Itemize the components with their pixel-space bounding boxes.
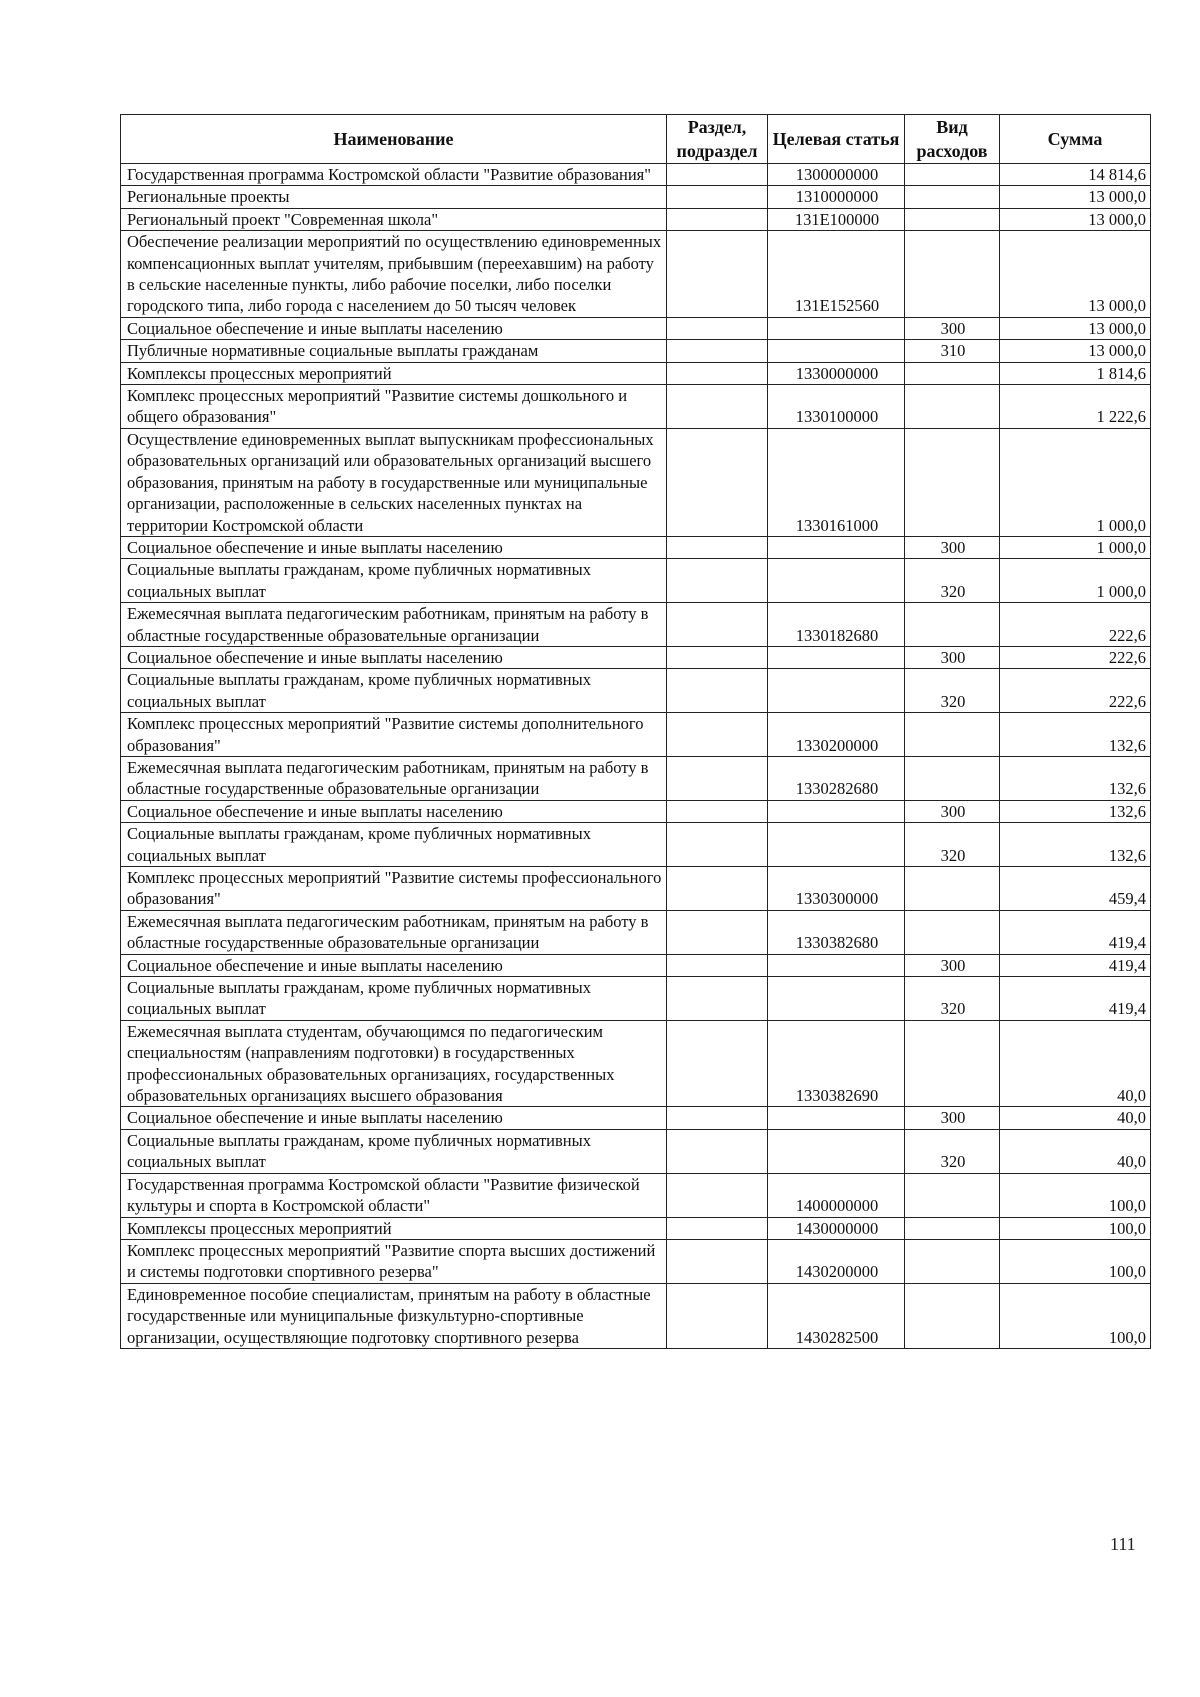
cell-name: Осуществление единовременных выплат выпускникам профессиональных образовательных организаций или образовательных организаций высшего образования, принятым на работу в государственные или муниципальные организации, расположенные в сельских населенных пунктах на территории Костромской области	[121, 428, 667, 536]
table-row	[121, 231, 1151, 318]
cell-name: Социальное обеспечение и иные выплаты населению	[121, 1107, 667, 1129]
table-row	[121, 669, 1151, 713]
cell-section	[667, 800, 768, 822]
cell-sum: 13 000,0	[1000, 208, 1151, 230]
cell-name: Социальные выплаты гражданам, кроме публичных нормативных социальных выплат	[121, 559, 667, 603]
header-row	[121, 115, 1151, 164]
cell-section	[667, 954, 768, 976]
cell-name: Комплекс процессных мероприятий "Развитие системы дошкольного и общего образования"	[121, 385, 667, 429]
cell-kind	[905, 756, 1000, 800]
cell-target	[768, 646, 905, 668]
cell-kind	[905, 385, 1000, 429]
cell-sum: 100,0	[1000, 1217, 1151, 1239]
cell-target: 1330200000	[768, 713, 905, 757]
cell-kind	[905, 1283, 1000, 1348]
cell-name: Ежемесячная выплата педагогическим работникам, принятым на работу в областные государственные образовательные организации	[121, 910, 667, 954]
header-name: Наименование	[121, 115, 667, 164]
cell-section	[667, 1239, 768, 1283]
cell-section	[667, 1129, 768, 1173]
table-row	[121, 713, 1151, 757]
cell-sum: 14 814,6	[1000, 164, 1151, 186]
cell-sum: 1 000,0	[1000, 536, 1151, 558]
cell-sum: 40,0	[1000, 1020, 1151, 1107]
cell-sum: 13 000,0	[1000, 317, 1151, 339]
table-header	[121, 115, 1151, 164]
cell-target	[768, 823, 905, 867]
table-row	[121, 646, 1151, 668]
cell-target: 1330161000	[768, 428, 905, 536]
table-row	[121, 186, 1151, 208]
table-row	[121, 1217, 1151, 1239]
table-row	[121, 954, 1151, 976]
cell-section	[667, 164, 768, 186]
cell-name: Региональные проекты	[121, 186, 667, 208]
cell-target	[768, 669, 905, 713]
cell-sum: 132,6	[1000, 756, 1151, 800]
cell-name: Социальное обеспечение и иные выплаты населению	[121, 536, 667, 558]
budget-table	[120, 114, 1151, 1349]
cell-target: 1400000000	[768, 1173, 905, 1217]
table-row	[121, 1107, 1151, 1129]
cell-section	[667, 362, 768, 384]
cell-name: Комплекс процессных мероприятий "Развитие системы профессионального образования"	[121, 867, 667, 911]
cell-kind	[905, 362, 1000, 384]
cell-sum: 459,4	[1000, 867, 1151, 911]
table-body	[121, 164, 1151, 1349]
table-row	[121, 823, 1151, 867]
cell-sum: 1 814,6	[1000, 362, 1151, 384]
cell-target: 131E152560	[768, 231, 905, 318]
cell-kind: 310	[905, 340, 1000, 362]
cell-kind	[905, 231, 1000, 318]
cell-name: Социальное обеспечение и иные выплаты населению	[121, 646, 667, 668]
cell-target: 1430282500	[768, 1283, 905, 1348]
cell-kind: 320	[905, 1129, 1000, 1173]
cell-kind	[905, 910, 1000, 954]
cell-section	[667, 713, 768, 757]
cell-target: 1330282680	[768, 756, 905, 800]
cell-sum: 100,0	[1000, 1173, 1151, 1217]
table-row	[121, 362, 1151, 384]
cell-section	[667, 385, 768, 429]
cell-sum: 419,4	[1000, 977, 1151, 1021]
cell-name: Государственная программа Костромской области "Развитие физической культуры и спорта в Костромской области"	[121, 1173, 667, 1217]
cell-name: Социальное обеспечение и иные выплаты населению	[121, 954, 667, 976]
table-row	[121, 536, 1151, 558]
cell-section	[667, 1173, 768, 1217]
cell-section	[667, 910, 768, 954]
table-row	[121, 977, 1151, 1021]
cell-kind: 300	[905, 1107, 1000, 1129]
cell-name: Комплексы процессных мероприятий	[121, 1217, 667, 1239]
cell-name: Государственная программа Костромской области "Развитие образования"	[121, 164, 667, 186]
cell-sum: 40,0	[1000, 1129, 1151, 1173]
cell-name: Ежемесячная выплата педагогическим работникам, принятым на работу в областные государственные образовательные организации	[121, 756, 667, 800]
cell-kind	[905, 713, 1000, 757]
table-row	[121, 317, 1151, 339]
cell-name: Публичные нормативные социальные выплаты гражданам	[121, 340, 667, 362]
cell-sum: 419,4	[1000, 910, 1151, 954]
cell-target	[768, 954, 905, 976]
cell-target: 1300000000	[768, 164, 905, 186]
cell-section	[667, 977, 768, 1021]
cell-target	[768, 800, 905, 822]
cell-sum: 132,6	[1000, 713, 1151, 757]
cell-name: Обеспечение реализации мероприятий по осуществлению единовременных компенсационных выплат учителям, прибывшим (переехавшим) на работу в сельские населенные пункты, либо рабочие поселки, либо поселки городского типа, либо города с населением до 50 тысяч человек	[121, 231, 667, 318]
cell-kind: 300	[905, 954, 1000, 976]
table-row	[121, 603, 1151, 647]
cell-target	[768, 317, 905, 339]
table-row	[121, 340, 1151, 362]
cell-section	[667, 231, 768, 318]
cell-section	[667, 867, 768, 911]
cell-section	[667, 317, 768, 339]
cell-kind: 300	[905, 536, 1000, 558]
cell-kind	[905, 186, 1000, 208]
cell-section	[667, 1283, 768, 1348]
cell-sum: 132,6	[1000, 800, 1151, 822]
cell-sum: 40,0	[1000, 1107, 1151, 1129]
cell-target	[768, 340, 905, 362]
table-row	[121, 1283, 1151, 1348]
cell-kind: 320	[905, 977, 1000, 1021]
cell-kind: 320	[905, 559, 1000, 603]
table-row	[121, 385, 1151, 429]
table-row	[121, 559, 1151, 603]
cell-kind: 300	[905, 646, 1000, 668]
cell-target: 131E100000	[768, 208, 905, 230]
cell-section	[667, 428, 768, 536]
cell-target	[768, 1129, 905, 1173]
cell-sum: 1 000,0	[1000, 428, 1151, 536]
budget-page	[120, 114, 1150, 1349]
cell-name: Социальное обеспечение и иные выплаты населению	[121, 317, 667, 339]
cell-kind	[905, 164, 1000, 186]
cell-section	[667, 646, 768, 668]
cell-section	[667, 186, 768, 208]
table-row	[121, 208, 1151, 230]
cell-name: Социальные выплаты гражданам, кроме публичных нормативных социальных выплат	[121, 823, 667, 867]
cell-section	[667, 756, 768, 800]
cell-target: 1430200000	[768, 1239, 905, 1283]
cell-sum: 222,6	[1000, 603, 1151, 647]
cell-kind: 320	[905, 669, 1000, 713]
cell-name: Социальные выплаты гражданам, кроме публичных нормативных социальных выплат	[121, 977, 667, 1021]
cell-kind	[905, 1239, 1000, 1283]
cell-section	[667, 208, 768, 230]
cell-section	[667, 536, 768, 558]
cell-target: 1330300000	[768, 867, 905, 911]
cell-name: Комплексы процессных мероприятий	[121, 362, 667, 384]
page-number: 111	[1110, 1534, 1136, 1554]
cell-target	[768, 977, 905, 1021]
cell-name: Ежемесячная выплата педагогическим работникам, принятым на работу в областные государственные образовательные организации	[121, 603, 667, 647]
header-section: Раздел, подраздел	[667, 115, 768, 164]
cell-target: 1330000000	[768, 362, 905, 384]
header-kind: Вид расходов	[905, 115, 1000, 164]
header-target: Целевая статья	[768, 115, 905, 164]
cell-name: Социальные выплаты гражданам, кроме публичных нормативных социальных выплат	[121, 1129, 667, 1173]
cell-kind	[905, 603, 1000, 647]
cell-kind	[905, 1173, 1000, 1217]
cell-sum: 1 000,0	[1000, 559, 1151, 603]
cell-kind: 320	[905, 823, 1000, 867]
cell-section	[667, 669, 768, 713]
cell-kind	[905, 208, 1000, 230]
cell-sum: 222,6	[1000, 646, 1151, 668]
cell-section	[667, 559, 768, 603]
table-row	[121, 756, 1151, 800]
cell-target	[768, 536, 905, 558]
cell-kind	[905, 1217, 1000, 1239]
cell-target	[768, 559, 905, 603]
cell-section	[667, 1107, 768, 1129]
table-row	[121, 428, 1151, 536]
cell-kind: 300	[905, 317, 1000, 339]
cell-name: Социальные выплаты гражданам, кроме публичных нормативных социальных выплат	[121, 669, 667, 713]
cell-sum: 419,4	[1000, 954, 1151, 976]
cell-section	[667, 823, 768, 867]
cell-name: Комплекс процессных мероприятий "Развитие спорта высших достижений и системы подготовки спортивного резерва"	[121, 1239, 667, 1283]
cell-section	[667, 340, 768, 362]
cell-kind	[905, 428, 1000, 536]
cell-sum: 13 000,0	[1000, 186, 1151, 208]
cell-target: 1330382690	[768, 1020, 905, 1107]
cell-sum: 132,6	[1000, 823, 1151, 867]
cell-target: 1330382680	[768, 910, 905, 954]
cell-kind	[905, 867, 1000, 911]
cell-target: 1430000000	[768, 1217, 905, 1239]
header-sum: Сумма	[1000, 115, 1151, 164]
cell-sum: 13 000,0	[1000, 231, 1151, 318]
cell-section	[667, 603, 768, 647]
cell-name: Региональный проект "Современная школа"	[121, 208, 667, 230]
cell-kind: 300	[905, 800, 1000, 822]
cell-target	[768, 1107, 905, 1129]
table-row	[121, 1129, 1151, 1173]
cell-sum: 100,0	[1000, 1239, 1151, 1283]
table-row	[121, 910, 1151, 954]
cell-name: Социальное обеспечение и иные выплаты населению	[121, 800, 667, 822]
cell-name: Ежемесячная выплата студентам, обучающимся по педагогическим специальностям (направлениям подготовки) в государственных профессиональных образовательных организациях, государственных образовательных организациях высшего образования	[121, 1020, 667, 1107]
cell-target: 1330182680	[768, 603, 905, 647]
table-row	[121, 1020, 1151, 1107]
cell-name: Единовременное пособие специалистам, принятым на работу в областные государственные или муниципальные физкультурно-спортивные организации, осуществляющие подготовку спортивного резерва	[121, 1283, 667, 1348]
cell-kind	[905, 1020, 1000, 1107]
table-row	[121, 800, 1151, 822]
table-row	[121, 1239, 1151, 1283]
table-row	[121, 867, 1151, 911]
cell-sum: 13 000,0	[1000, 340, 1151, 362]
cell-sum: 100,0	[1000, 1283, 1151, 1348]
cell-name: Комплекс процессных мероприятий "Развитие системы дополнительного образования"	[121, 713, 667, 757]
table-row	[121, 164, 1151, 186]
cell-section	[667, 1020, 768, 1107]
cell-section	[667, 1217, 768, 1239]
table-row	[121, 1173, 1151, 1217]
cell-target: 1330100000	[768, 385, 905, 429]
cell-sum: 1 222,6	[1000, 385, 1151, 429]
cell-target: 1310000000	[768, 186, 905, 208]
cell-sum: 222,6	[1000, 669, 1151, 713]
